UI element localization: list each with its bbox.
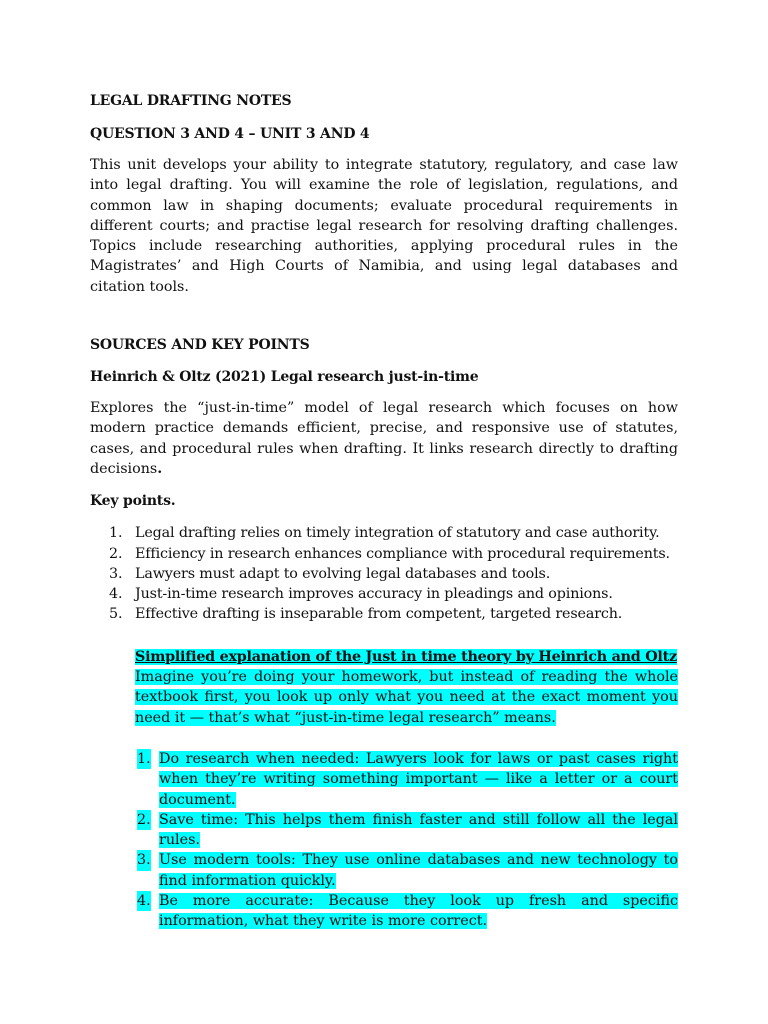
- list-item-text: Efficiency in research enhances compliance with procedural requirements.: [135, 545, 670, 562]
- simplified-item-number: 1.: [137, 749, 151, 769]
- question-title: QUESTION 3 AND 4 – UNIT 3 AND 4: [90, 126, 370, 142]
- simplified-item-number: 3.: [137, 850, 151, 870]
- list-item-text: Effective drafting is inseparable from competent, targeted research.: [135, 606, 623, 623]
- list-item: [90, 564, 678, 584]
- simplified-title-text: Simplified explanation of the Just in time theory by Heinrich and Oltz: [135, 648, 677, 665]
- simplified-item-text: Be more accurate: Because they look up fresh and specific information, what they write is more correct.: [159, 893, 678, 930]
- simplified-text: Imagine you’re doing your homework, but instead of reading the whole textbook first, you look up only what you need at the exact moment you need it — that’s what “just-in-time legal research” means.: [135, 669, 678, 726]
- simplified-item-text: Use modern tools: They use online databases and new technology to find information quickly.: [159, 852, 678, 889]
- simplified-list-item: [135, 891, 678, 932]
- simplified-item-text: Save time: This helps them finish faster and still follow all the legal rules.: [159, 811, 678, 849]
- list-item-text: Legal drafting relies on timely integration of statutory and case authority.: [135, 525, 660, 542]
- simplified-item-number: 2.: [137, 810, 151, 830]
- intro-paragraph: This unit develops your ability to integrate statutory, regulatory, and case law into legal drafting. You will examine the role of legislation, regulations, and common law in shaping documents; evaluate procedural requirements in different courts; and practise legal research for resolving drafting challenges. Topics include researching authorities, applying procedural rules in the Magistrates’ and High Courts of Namibia, and using legal databases and citation tools.: [90, 157, 678, 295]
- list-item-text: Just-in-time research improves accuracy in pleadings and opinions.: [135, 586, 613, 603]
- reference-description-end: .: [157, 460, 163, 477]
- list-item: [90, 604, 678, 624]
- sources-heading: SOURCES AND KEY POINTS: [90, 337, 310, 354]
- list-item-text: Lawyers must adapt to evolving legal databases and tools.: [135, 565, 551, 582]
- simplified-item-number: 4.: [137, 891, 151, 911]
- simplified-explanation-paragraph: [135, 667, 678, 728]
- key-points-list: [90, 523, 678, 624]
- simplified-explanation: [135, 647, 678, 728]
- document-title: LEGAL DRAFTING NOTES: [90, 93, 292, 109]
- simplified-list-item: [135, 810, 678, 851]
- simplified-list-item: [135, 749, 678, 810]
- reference-heading: Heinrich & Oltz (2021) Legal research just-in-time: [90, 369, 479, 386]
- list-item-number: 2.: [109, 545, 123, 562]
- list-item: [90, 584, 678, 604]
- simplified-item-text: Do research when needed: Lawyers look for laws or past cases right when they’re writing something important — like a letter or a court document.: [159, 750, 678, 808]
- list-item: [90, 544, 678, 564]
- list-item-number: 4.: [109, 586, 123, 603]
- list-item: [90, 523, 678, 543]
- document-body: [90, 88, 678, 932]
- simplified-list-item: [135, 850, 678, 891]
- list-item-number: 5.: [109, 606, 123, 623]
- key-points-heading: Key points.: [90, 493, 176, 510]
- simplified-list: [135, 749, 678, 932]
- simplified-explanation-title: [135, 647, 678, 667]
- list-item-number: 1.: [109, 525, 123, 542]
- reference-description: [90, 398, 678, 479]
- reference-description-text: Explores the “just-in-time” model of legal research which focuses on how modern practice demands efficient, precise, and responsive use of statutes, cases, and procedural rules when drafting. It links research directly to drafting decisions: [90, 400, 678, 477]
- list-item-number: 3.: [109, 565, 123, 582]
